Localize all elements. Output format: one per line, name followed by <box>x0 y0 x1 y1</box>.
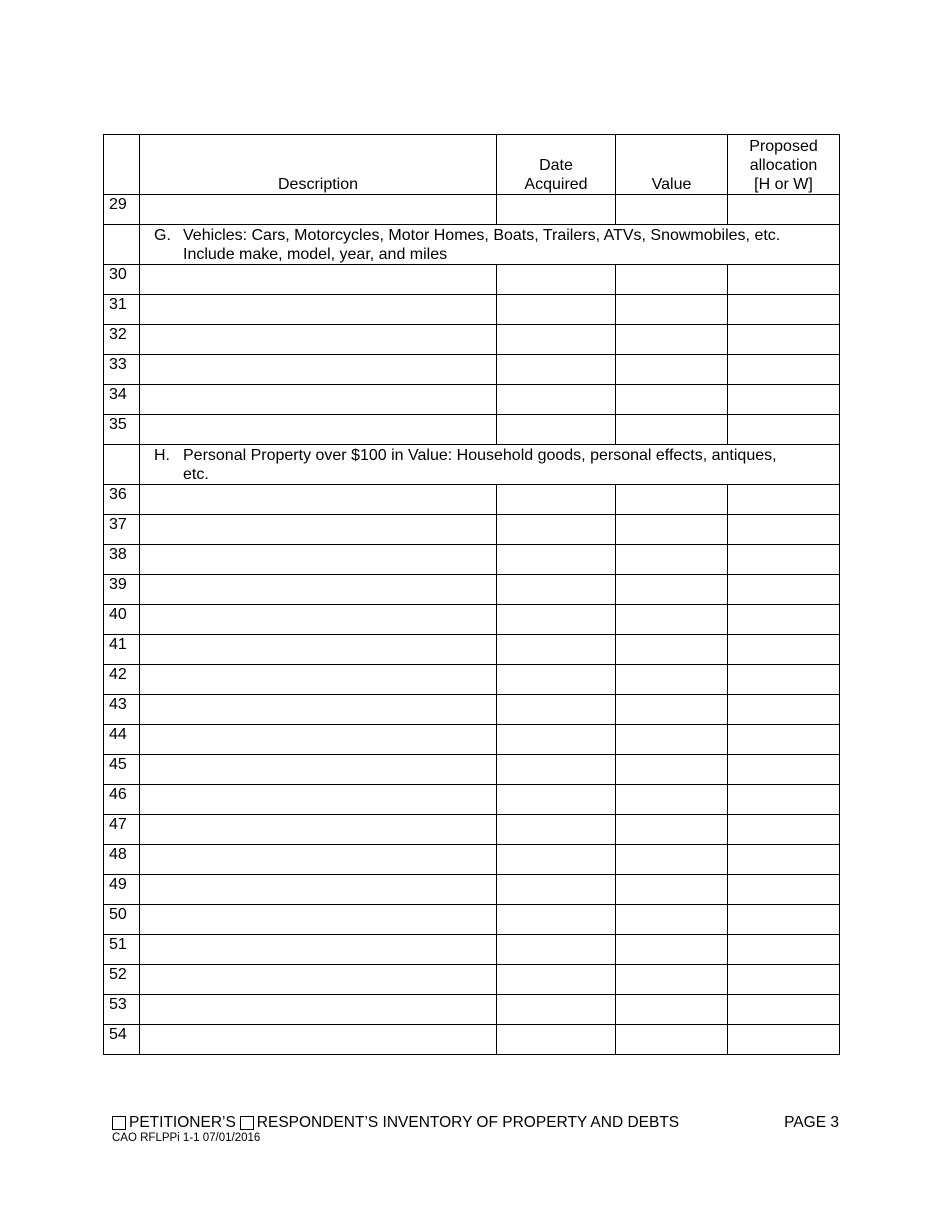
allocation-cell[interactable] <box>728 995 840 1025</box>
value-cell[interactable] <box>616 695 728 725</box>
row-number: 37 <box>104 515 140 545</box>
description-cell[interactable] <box>140 265 497 295</box>
value-cell[interactable] <box>616 815 728 845</box>
table-row <box>104 575 840 605</box>
table-row <box>104 355 840 385</box>
table-row <box>104 665 840 695</box>
allocation-cell[interactable] <box>728 385 840 415</box>
row-number: 42 <box>104 665 140 695</box>
allocation-cell[interactable] <box>728 265 840 295</box>
allocation-cell[interactable] <box>728 665 840 695</box>
date-acquired-cell[interactable] <box>497 605 616 635</box>
allocation-cell[interactable] <box>728 755 840 785</box>
value-cell[interactable] <box>616 575 728 605</box>
section-g-title: Vehicles: Cars, Motorcycles, Motor Homes, Boats, Trailers, ATVs, Snowmobiles, etc. <box>183 227 781 244</box>
description-cell[interactable] <box>140 545 497 575</box>
value-cell[interactable] <box>616 385 728 415</box>
header-number <box>104 135 140 195</box>
table-row <box>104 935 840 965</box>
row-number: 53 <box>104 995 140 1025</box>
table-row <box>104 545 840 575</box>
row-number: 44 <box>104 725 140 755</box>
description-cell[interactable] <box>140 325 497 355</box>
row-number: 52 <box>104 965 140 995</box>
inventory-table <box>103 134 840 1055</box>
date-acquired-cell[interactable] <box>497 195 616 225</box>
date-acquired-cell[interactable] <box>497 875 616 905</box>
row-number: 40 <box>104 605 140 635</box>
table-row <box>104 325 840 355</box>
description-cell[interactable] <box>140 995 497 1025</box>
section-g-heading <box>140 225 840 265</box>
description-cell[interactable] <box>140 725 497 755</box>
description-cell[interactable] <box>140 195 497 225</box>
date-acquired-cell[interactable] <box>497 935 616 965</box>
description-cell[interactable] <box>140 485 497 515</box>
row-number: 45 <box>104 755 140 785</box>
date-acquired-cell[interactable] <box>497 485 616 515</box>
respondent-checkbox[interactable] <box>240 1116 254 1130</box>
row-number: 50 <box>104 905 140 935</box>
allocation-cell[interactable] <box>728 195 840 225</box>
allocation-cell[interactable] <box>728 695 840 725</box>
row-number: 49 <box>104 875 140 905</box>
section-h-row <box>104 445 840 485</box>
value-cell[interactable] <box>616 965 728 995</box>
header-proposed-allocation: Proposed allocation [H or W] <box>728 135 840 195</box>
date-acquired-cell[interactable] <box>497 755 616 785</box>
row-number: 41 <box>104 635 140 665</box>
date-acquired-cell[interactable] <box>497 295 616 325</box>
section-h-subtitle: etc. <box>183 466 209 483</box>
allocation-cell[interactable] <box>728 575 840 605</box>
date-acquired-cell[interactable] <box>497 1025 616 1055</box>
value-cell[interactable] <box>616 665 728 695</box>
value-cell[interactable] <box>616 295 728 325</box>
petitioner-checkbox[interactable] <box>112 1116 126 1130</box>
date-acquired-cell[interactable] <box>497 815 616 845</box>
value-cell[interactable] <box>616 265 728 295</box>
value-cell[interactable] <box>616 905 728 935</box>
description-cell[interactable] <box>140 875 497 905</box>
value-cell[interactable] <box>616 415 728 445</box>
allocation-cell[interactable] <box>728 515 840 545</box>
table-row <box>104 815 840 845</box>
value-cell[interactable] <box>616 355 728 385</box>
table-row <box>104 295 840 325</box>
description-cell[interactable] <box>140 965 497 995</box>
row-number: 34 <box>104 385 140 415</box>
allocation-cell[interactable] <box>728 815 840 845</box>
table-row <box>104 485 840 515</box>
date-acquired-cell[interactable] <box>497 905 616 935</box>
table-row <box>104 515 840 545</box>
table-row <box>104 415 840 445</box>
description-cell[interactable] <box>140 905 497 935</box>
row-number: 47 <box>104 815 140 845</box>
row-number: 35 <box>104 415 140 445</box>
description-cell[interactable] <box>140 575 497 605</box>
value-cell[interactable] <box>616 485 728 515</box>
table-row <box>104 695 840 725</box>
row-number: 31 <box>104 295 140 325</box>
date-acquired-cell[interactable] <box>497 545 616 575</box>
row-number: 46 <box>104 785 140 815</box>
table-row <box>104 965 840 995</box>
description-cell[interactable] <box>140 515 497 545</box>
date-acquired-cell[interactable] <box>497 575 616 605</box>
description-cell[interactable] <box>140 755 497 785</box>
date-acquired-cell[interactable] <box>497 515 616 545</box>
table-row <box>104 725 840 755</box>
page-number: PAGE 3 <box>784 1114 839 1131</box>
allocation-cell[interactable] <box>728 605 840 635</box>
value-cell[interactable] <box>616 635 728 665</box>
value-cell[interactable] <box>616 195 728 225</box>
allocation-cell[interactable] <box>728 545 840 575</box>
row-number: 43 <box>104 695 140 725</box>
description-cell[interactable] <box>140 635 497 665</box>
description-cell[interactable] <box>140 605 497 635</box>
section-letter: H. <box>154 447 170 464</box>
table-row <box>104 1025 840 1055</box>
date-acquired-cell[interactable] <box>497 665 616 695</box>
value-cell[interactable] <box>616 515 728 545</box>
section-g-subtitle: Include make, model, year, and miles <box>183 246 448 263</box>
description-cell[interactable] <box>140 1025 497 1055</box>
allocation-cell[interactable] <box>728 355 840 385</box>
allocation-cell[interactable] <box>728 905 840 935</box>
row-number: 30 <box>104 265 140 295</box>
description-cell[interactable] <box>140 295 497 325</box>
section-h-title: Personal Property over $100 in Value: Household goods, personal effects, antiques, <box>183 447 777 464</box>
header-value: Value <box>616 135 728 195</box>
description-cell[interactable] <box>140 935 497 965</box>
header-description: Description <box>140 135 497 195</box>
allocation-cell[interactable] <box>728 485 840 515</box>
row-number: 38 <box>104 545 140 575</box>
section-letter: G. <box>154 227 171 244</box>
value-cell[interactable] <box>616 785 728 815</box>
row-number: 29 <box>104 195 140 225</box>
row-number: 39 <box>104 575 140 605</box>
allocation-cell[interactable] <box>728 635 840 665</box>
date-acquired-cell[interactable] <box>497 845 616 875</box>
table-row <box>104 265 840 295</box>
row-number: 32 <box>104 325 140 355</box>
allocation-cell[interactable] <box>728 725 840 755</box>
description-cell[interactable] <box>140 695 497 725</box>
value-cell[interactable] <box>616 755 728 785</box>
page-footer <box>112 1114 839 1145</box>
date-acquired-cell[interactable] <box>497 385 616 415</box>
value-cell[interactable] <box>616 875 728 905</box>
description-cell[interactable] <box>140 815 497 845</box>
value-cell[interactable] <box>616 725 728 755</box>
allocation-cell[interactable] <box>728 415 840 445</box>
form-title: RESPONDENT’S INVENTORY OF PROPERTY AND DEBTS <box>256 1114 680 1131</box>
table-row <box>104 635 840 665</box>
table-row <box>104 195 840 225</box>
table-row <box>104 605 840 635</box>
allocation-cell[interactable] <box>728 935 840 965</box>
petitioner-label: PETITIONER’S <box>129 1114 236 1131</box>
date-acquired-cell[interactable] <box>497 995 616 1025</box>
value-cell[interactable] <box>616 935 728 965</box>
allocation-cell[interactable] <box>728 1025 840 1055</box>
table-header-row <box>104 135 840 195</box>
row-number: 33 <box>104 355 140 385</box>
allocation-cell[interactable] <box>728 965 840 995</box>
form-code: CAO RFLPPi 1-1 07/01/2016 <box>112 1132 261 1144</box>
allocation-cell[interactable] <box>728 785 840 815</box>
table-row <box>104 845 840 875</box>
description-cell[interactable] <box>140 385 497 415</box>
row-number: 54 <box>104 1025 140 1055</box>
date-acquired-cell[interactable] <box>497 785 616 815</box>
allocation-cell[interactable] <box>728 845 840 875</box>
description-cell[interactable] <box>140 665 497 695</box>
description-cell[interactable] <box>140 355 497 385</box>
date-acquired-cell[interactable] <box>497 725 616 755</box>
date-acquired-cell[interactable] <box>497 695 616 725</box>
date-acquired-cell[interactable] <box>497 415 616 445</box>
value-cell[interactable] <box>616 325 728 355</box>
value-cell[interactable] <box>616 845 728 875</box>
description-cell[interactable] <box>140 415 497 445</box>
table-row <box>104 385 840 415</box>
description-cell[interactable] <box>140 845 497 875</box>
header-date-acquired: Date Acquired <box>497 135 616 195</box>
table-row <box>104 905 840 935</box>
date-acquired-cell[interactable] <box>497 965 616 995</box>
allocation-cell[interactable] <box>728 875 840 905</box>
table-row <box>104 755 840 785</box>
date-acquired-cell[interactable] <box>497 635 616 665</box>
row-number: 48 <box>104 845 140 875</box>
description-cell[interactable] <box>140 785 497 815</box>
date-acquired-cell[interactable] <box>497 325 616 355</box>
section-g-row <box>104 225 840 265</box>
allocation-cell[interactable] <box>728 295 840 325</box>
allocation-cell[interactable] <box>728 325 840 355</box>
section-h-heading <box>140 445 840 485</box>
table-row <box>104 995 840 1025</box>
row-number: 51 <box>104 935 140 965</box>
date-acquired-cell[interactable] <box>497 265 616 295</box>
value-cell[interactable] <box>616 995 728 1025</box>
table-row <box>104 785 840 815</box>
value-cell[interactable] <box>616 605 728 635</box>
table-row <box>104 875 840 905</box>
row-number: 36 <box>104 485 140 515</box>
value-cell[interactable] <box>616 1025 728 1055</box>
date-acquired-cell[interactable] <box>497 355 616 385</box>
value-cell[interactable] <box>616 545 728 575</box>
